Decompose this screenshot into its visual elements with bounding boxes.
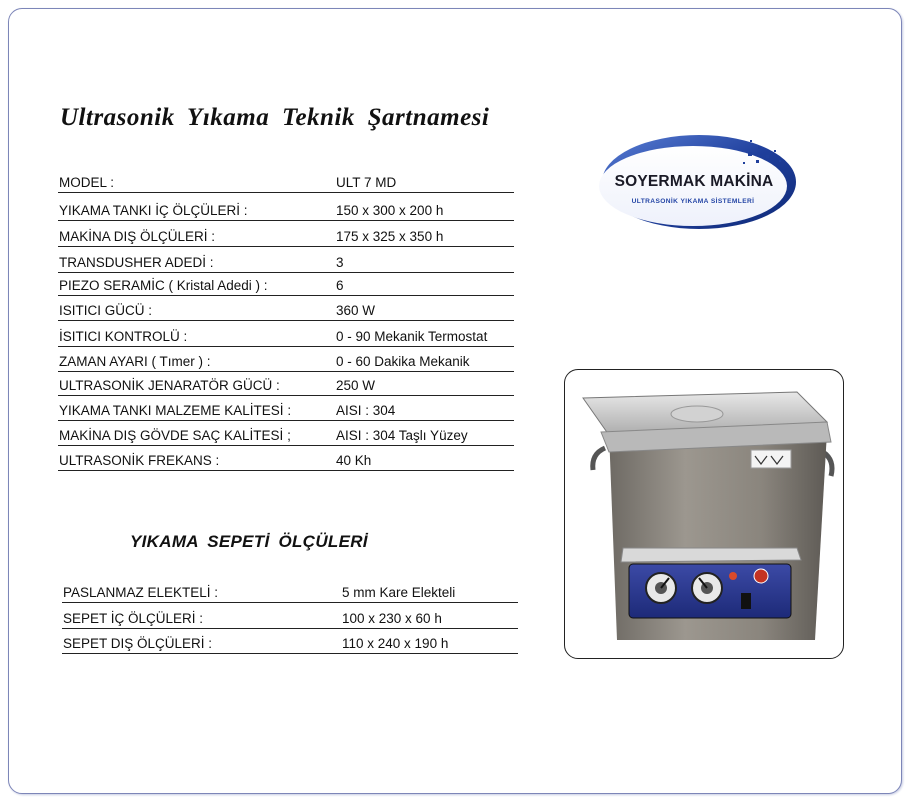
logo-name: SOYERMAK MAKİNA: [614, 173, 774, 190]
spec-label: MAKİNA DIŞ GÖVDE SAÇ KALİTESİ ;: [59, 428, 291, 443]
basket-row-outer: [62, 631, 518, 654]
basket-value: 5 mm Kare Elekteli: [342, 585, 456, 600]
spec-value: 0 - 90 Mekanik Termostat: [336, 329, 488, 344]
basket-section-title: YIKAMA SEPETİ ÖLÇÜLERİ: [130, 532, 368, 551]
product-photo: [564, 369, 844, 659]
spec-label: YIKAMA TANKI MALZEME KALİTESİ :: [59, 403, 292, 418]
spec-label: MODEL :: [59, 175, 115, 190]
spec-label: ZAMAN AYARI ( Tımer ) :: [59, 354, 211, 369]
basket-label: SEPET İÇ ÖLÇÜLERİ :: [63, 611, 204, 626]
basket-row-inner: [62, 606, 518, 629]
spec-value: 250 W: [336, 378, 376, 393]
spec-value: AISI : 304 Taşlı Yüzey: [336, 428, 468, 443]
spec-label: TRANSDUSHER ADEDİ :: [59, 255, 214, 270]
spec-row-tank-material: [58, 398, 514, 421]
basket-row-mesh: [62, 580, 518, 603]
spec-row-frequency: [58, 448, 514, 471]
spec-row-transducer: [58, 250, 514, 273]
spec-value: 150 x 300 x 200 h: [336, 203, 444, 218]
spec-label: PIEZO SERAMİC ( Kristal Adedi ) :: [59, 278, 268, 293]
spec-value: AISI : 304: [336, 403, 396, 418]
spec-value: 6: [336, 278, 344, 293]
basket-value: 110 x 240 x 190 h: [342, 636, 449, 651]
ultrasonic-cleaner-icon: [565, 370, 843, 658]
spec-value: 40 Kh: [336, 453, 372, 468]
spec-label: ISITICI GÜCÜ :: [59, 303, 153, 318]
spec-row-piezo: [58, 273, 514, 296]
spec-row-model: [58, 170, 514, 193]
basket-label: SEPET DIŞ ÖLÇÜLERİ :: [63, 636, 213, 651]
company-logo: [598, 122, 808, 232]
spec-row-tank-inner: [58, 198, 514, 221]
spec-label: İSITICI KONTROLÜ :: [59, 329, 188, 344]
spec-value: 175 x 325 x 350 h: [336, 229, 444, 244]
spec-label: ULTRASONİK JENARATÖR GÜCÜ :: [59, 378, 280, 393]
spec-value: 3: [336, 255, 344, 270]
spec-row-generator-power: [58, 373, 514, 396]
spec-row-body-material: [58, 423, 514, 446]
spec-row-timer: [58, 349, 514, 372]
spec-label: MAKİNA DIŞ ÖLÇÜLERİ :: [59, 229, 216, 244]
spec-row-heater-control: [58, 324, 514, 347]
spec-row-heater-power: [58, 298, 514, 321]
basket-label: PASLANMAZ ELEKTELİ :: [63, 585, 219, 600]
spec-value: 0 - 60 Dakika Mekanik: [336, 354, 470, 369]
spec-label: ULTRASONİK FREKANS :: [59, 453, 220, 468]
logo-tagline: ULTRASONİK YIKAMA SİSTEMLERİ: [631, 198, 755, 205]
basket-value: 100 x 230 x 60 h: [342, 611, 442, 626]
spec-value: 360 W: [336, 303, 376, 318]
page-title: Ultrasonik Yıkama Teknik Şartnamesi: [60, 104, 490, 131]
spec-value: ULT 7 MD: [336, 175, 397, 190]
spec-row-machine-outer: [58, 224, 514, 247]
spec-label: YIKAMA TANKI İÇ ÖLÇÜLERİ :: [59, 203, 248, 218]
